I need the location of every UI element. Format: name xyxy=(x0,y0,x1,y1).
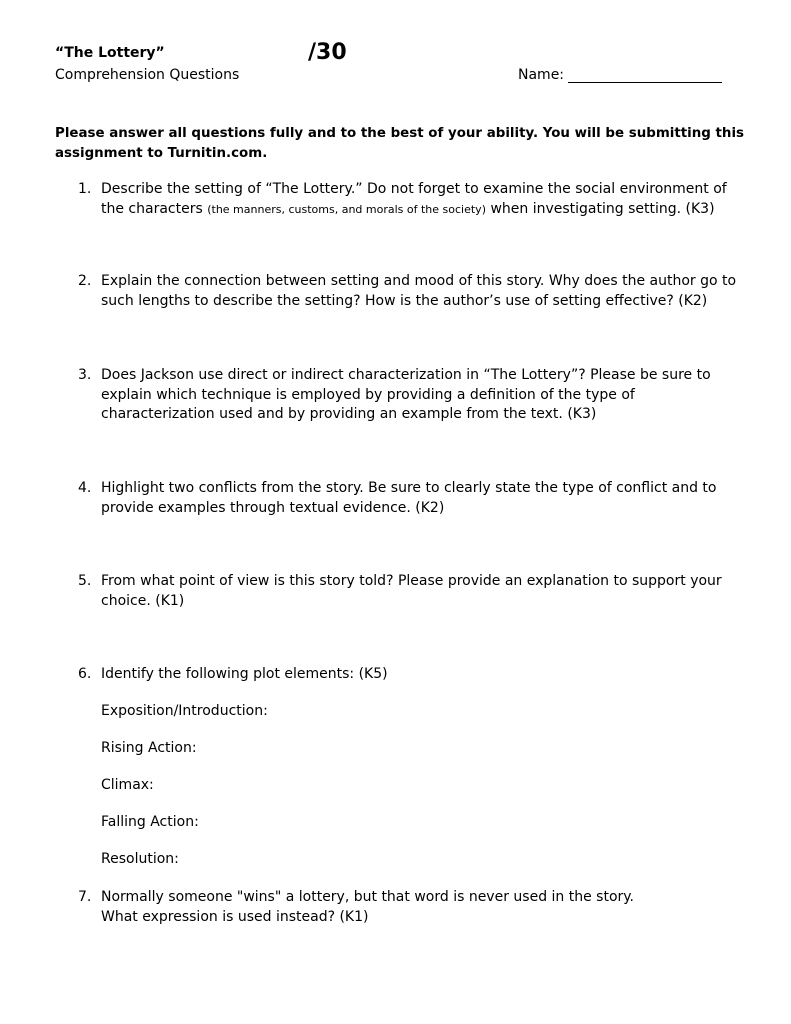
question-7 xyxy=(78,888,748,927)
name-blank-line xyxy=(568,68,722,83)
worksheet-subtitle: Comprehension Questions xyxy=(55,67,240,83)
plot-element-exposition: Exposition/Introduction: xyxy=(101,703,268,719)
plot-element-falling-action: Falling Action: xyxy=(101,814,199,830)
instructions: Please answer all questions fully and to the best of your ability. You will be submitting this assignment to Turnitin.com. xyxy=(55,126,745,161)
worksheet-title: “The Lottery” xyxy=(55,45,165,61)
question-4 xyxy=(78,479,748,518)
question-text: Does Jackson use direct or indirect characterization in “The Lottery”? Please be sure to explain which technique is employed by providing a definition of the type of characterization used and by providing an example from the text. (K3) xyxy=(101,367,711,422)
question-text-note: (the manners, customs, and morals of the society) xyxy=(207,202,486,216)
question-number: 4. xyxy=(78,480,92,496)
score-total: /30 xyxy=(308,40,347,65)
question-2 xyxy=(78,272,748,311)
question-text: Explain the connection between setting and mood of this story. Why does the author go to such lengths to describe the setting? How is the author’s use of setting effective? (K2) xyxy=(101,273,737,309)
plot-element-climax: Climax: xyxy=(101,777,154,793)
plot-element-resolution: Resolution: xyxy=(101,851,179,867)
question-number: 2. xyxy=(78,273,92,289)
question-text-line: What expression is used instead? (K1) xyxy=(101,908,369,925)
question-6 xyxy=(78,665,748,685)
question-text: Identify the following plot elements: (K5) xyxy=(101,666,388,682)
question-text-part: when investigating setting. (K3) xyxy=(490,200,715,217)
question-number: 3. xyxy=(78,367,92,383)
question-text: Highlight two conflicts from the story. Be sure to clearly state the type of conflict and to provide examples through textual evidence. (K2) xyxy=(101,480,717,516)
question-number: 5. xyxy=(78,573,92,589)
question-3 xyxy=(78,366,748,425)
plot-element-rising-action: Rising Action: xyxy=(101,740,197,756)
question-5 xyxy=(78,572,748,611)
question-text-part: Describe the setting of “The Lottery.” Do not forget to examine the social environment of the characters xyxy=(101,181,727,217)
question-text-line: Normally someone "wins" a lottery, but that word is never used in the story. xyxy=(101,889,635,905)
question-text: From what point of view is this story told? Please provide an explanation to support your choice. (K1) xyxy=(101,573,722,609)
name-field xyxy=(518,67,722,83)
question-number: 7. xyxy=(78,889,92,905)
question-text xyxy=(101,180,748,219)
question-1 xyxy=(78,180,748,219)
question-text xyxy=(101,888,748,927)
question-number: 1. xyxy=(78,181,92,197)
question-number: 6. xyxy=(78,666,92,682)
name-label: Name: xyxy=(518,67,565,83)
